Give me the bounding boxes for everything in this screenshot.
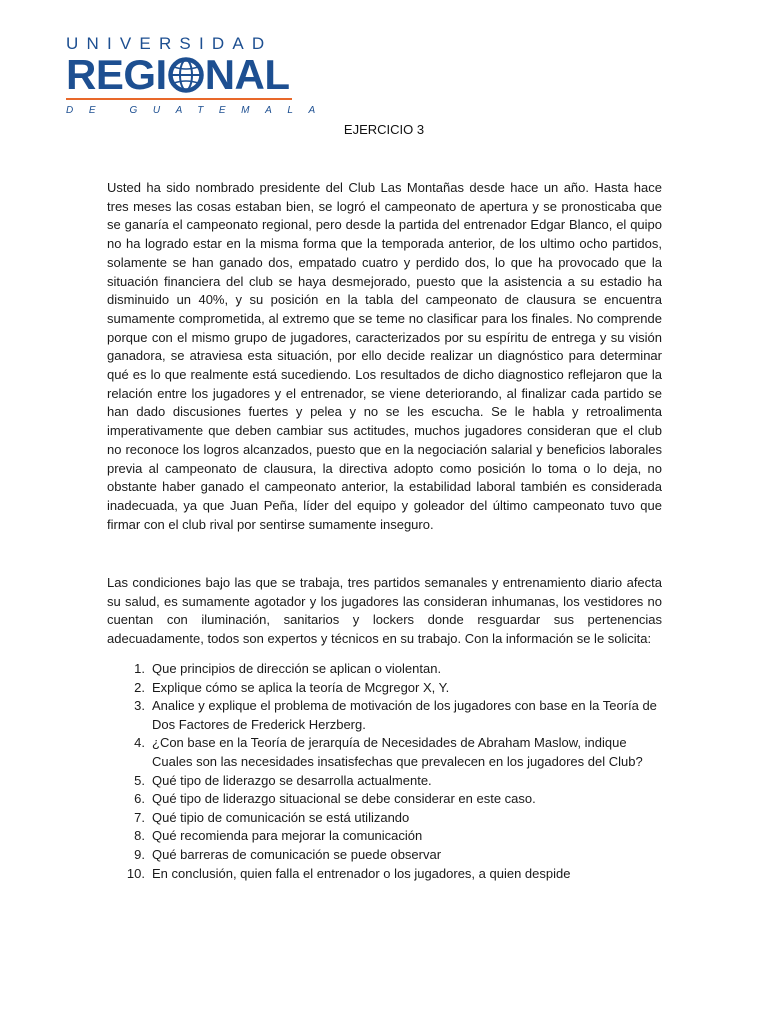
question-item xyxy=(107,790,662,809)
question-item xyxy=(107,734,662,771)
question-item xyxy=(107,697,662,734)
question-number: 7. xyxy=(134,809,145,825)
logo-main-text-left: REGI xyxy=(66,51,167,98)
question-text: Qué tipo de liderazgo se desarrolla actualmente. xyxy=(152,772,432,788)
question-item xyxy=(107,827,662,846)
question-text: Qué tipio de comunicación se está utilizando xyxy=(152,809,410,825)
logo-main-text xyxy=(66,53,296,97)
university-logo xyxy=(66,34,331,120)
question-number: 1. xyxy=(134,661,145,676)
question-item xyxy=(107,846,662,865)
question-number: 9. xyxy=(134,846,145,862)
question-item xyxy=(107,660,662,679)
question-text: Analice y explique el problema de motivación de los jugadores con base en la Teoría de Dos Factores de Frederick Herzberg. xyxy=(152,698,657,732)
question-number: 5. xyxy=(134,772,145,788)
question-text: ¿Con base en la Teoría de jerarquía de Necesidades de Abraham Maslow, indique Cuales son las necesidades insatisfechas que prevalecen en los jugadores del Club? xyxy=(152,735,643,769)
question-item xyxy=(107,679,662,698)
question-number: 8. xyxy=(134,828,145,844)
logo-divider xyxy=(66,98,292,100)
document-title: EJERCICIO 3 xyxy=(343,122,425,137)
logo-main-text-right: NAL xyxy=(204,51,290,98)
logo-top-text: UNIVERSIDAD xyxy=(66,34,273,53)
question-item xyxy=(107,772,662,791)
question-number: 2. xyxy=(134,679,145,695)
question-text: Qué barreras de comunicación se puede observar xyxy=(152,846,442,862)
question-number: 3. xyxy=(134,698,145,714)
question-number: 4. xyxy=(134,735,145,751)
question-text: Que principios de dirección se aplican o violentan. xyxy=(152,661,442,676)
question-text: Qué tipo de liderazgo situacional se debe considerar en este caso. xyxy=(152,791,536,807)
conditions-paragraph: Las condiciones bajo las que se trabaja, tres partidos semanales y entrenamiento diario afecta su salud, es sumamente agotador y los jugadores las consideran inhumanas, los vestidores no cuentan con iluminación, sanitarios y lockers donde resguardar sus pertenencias adecuadamente, todos son expertos y técnicos en su trabajo. Con la información se le solicita: xyxy=(107,575,662,647)
questions-list xyxy=(107,660,662,883)
globe-icon xyxy=(168,57,204,93)
case-paragraph: Usted ha sido nombrado presidente del Club Las Montañas desde hace un año. Hasta hace tres meses las cosas estaban bien, se logró el campeonato de apertura y se pronosticaba que se ganaría el campeonato regional, pero desde la partida del entrenador Edgar Blanco, el quipo no ha logrado estar en la misma forma que la temporada anterior, de los ultimo ocho partidos, solamente se han ganado dos, empatado cuatro y perdido dos, lo que ha provocado que la situación financiera del club se haya desmejorado, puesto que la asistencia a su estadio ha disminuido un 40%, y su posición en la tabla del campeonato de clausura se encuentra sumamente comprometida, al extremo que se teme no clasificar para los finales. No comprende porque con el mismo grupo de jugadores, caracterizados por su espíritu de entrega y su visión ganadora, se atraviesa esta situación, por ello decide realizar un diagnóstico para determinar qué es lo que realmente está sucediendo. Los resultados de dicho diagnostico reflejaron que la relación entre los jugadores y el entrenador, se viene deteriorando, al finalizar cada partido se han dado discusiones fuertes y pelea y no se les escucha. Se le habla y retroalimenta imperativamente que deben cambiar sus actitudes, muchos jugadores consideran que el club no reconoce los logros alcanzados, puesto que en la negociación salarial y beneficios laborales previa al campeonato de clausura, la directiva adopto como posición lo toma o lo deja, no obstante haber ganado el campeonato anterior, la estabilidad laboral también es considerada inadecuada, ya que Juan Peña, líder del equipo y goleador del último campeonato tuvo que firmar con el club rival por sentirse sumamente inseguro. xyxy=(107,180,662,532)
question-text: En conclusión, quien falla el entrenador o los jugadores, a quien despide xyxy=(152,865,571,881)
question-text: Qué recomienda para mejorar la comunicación xyxy=(152,828,423,844)
question-number: 10. xyxy=(126,865,145,881)
logo-bottom-text: DE GUATEMALA xyxy=(66,105,331,116)
question-item xyxy=(107,809,662,828)
question-text: Explique cómo se aplica la teoría de Mcgregor X, Y. xyxy=(152,679,450,695)
question-number: 6. xyxy=(134,791,145,807)
question-item xyxy=(107,865,662,884)
